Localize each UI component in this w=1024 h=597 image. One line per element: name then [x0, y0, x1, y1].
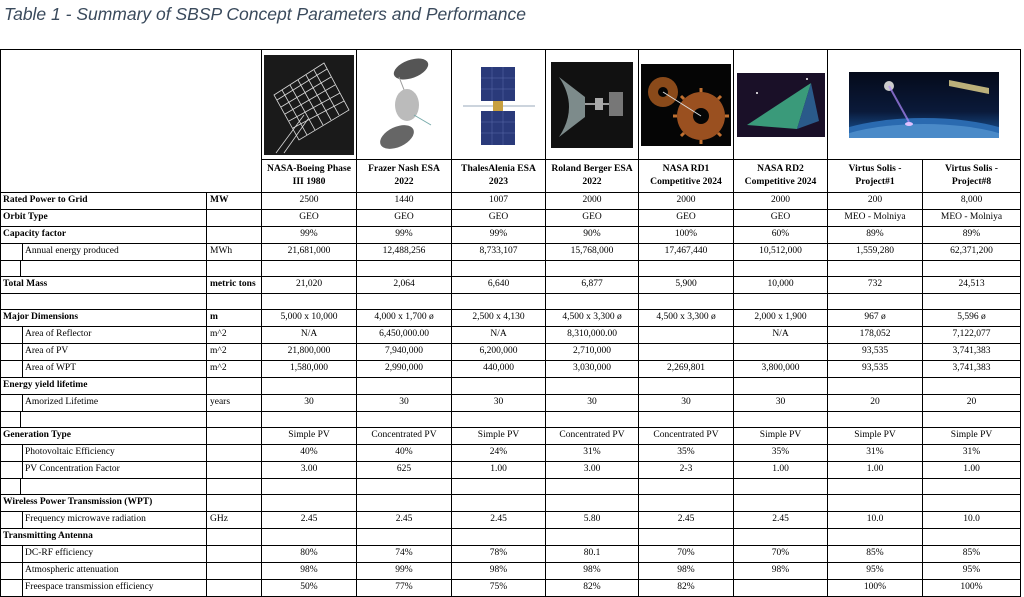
row-unit: [207, 445, 262, 462]
spacer-cell: [452, 261, 546, 277]
value-cell: 625: [357, 462, 452, 479]
value-cell: 100%: [639, 227, 734, 244]
value-cell: 2,269,801: [639, 361, 734, 378]
row-label: Amorized Lifetime: [1, 395, 207, 412]
spacer-cell: [546, 294, 639, 310]
value-cell: 98%: [452, 563, 546, 580]
value-cell: [452, 529, 546, 546]
value-cell: [734, 344, 828, 361]
value-cell: 85%: [828, 546, 923, 563]
image-cell-2: [357, 50, 452, 160]
value-cell: 2.45: [262, 512, 357, 529]
value-cell: 24%: [452, 445, 546, 462]
row-major-dimensions: [1, 310, 1021, 327]
row-unit: [207, 210, 262, 227]
value-cell: 75%: [452, 580, 546, 597]
spacer-cell: [207, 479, 262, 495]
spacer-cell: [1, 261, 207, 277]
value-cell: 93,535: [828, 361, 923, 378]
row-atmospheric-attenuation: [1, 563, 1021, 580]
value-cell: 200: [828, 193, 923, 210]
row-unit: [207, 495, 262, 512]
cassie-modular-spacecraft-image: [369, 55, 439, 155]
value-cell: 2.45: [357, 512, 452, 529]
value-cell: 3,800,000: [734, 361, 828, 378]
concept-header-4: Roland Berger ESA 2022: [546, 160, 639, 193]
value-cell: 3.00: [546, 462, 639, 479]
value-cell: 80.1: [546, 546, 639, 563]
value-cell: 2.45: [452, 512, 546, 529]
concept-header-3: ThalesAlenia ESA 2023: [452, 160, 546, 193]
row-label: Atmospheric attenuation: [1, 563, 207, 580]
row-transmitting-antenna: [1, 529, 1021, 546]
row-unit: [207, 563, 262, 580]
value-cell: 732: [828, 277, 923, 294]
row-generation-type: [1, 428, 1021, 445]
value-cell: 82%: [639, 580, 734, 597]
spacer-cell: [923, 412, 1021, 428]
value-cell: 6,877: [546, 277, 639, 294]
value-cell: 89%: [923, 227, 1021, 244]
value-cell: 2,000 x 1,900: [734, 310, 828, 327]
spacer-cell: [546, 412, 639, 428]
table-title: Table 1 - Summary of SBSP Concept Parameters and Performance: [4, 4, 527, 24]
value-cell: 6,640: [452, 277, 546, 294]
row-unit: [207, 227, 262, 244]
value-cell: GEO: [734, 210, 828, 227]
value-cell: 440,000: [452, 361, 546, 378]
value-cell: 70%: [734, 546, 828, 563]
row-label: Annual energy produced: [1, 244, 207, 261]
row-label: Capacity factor: [1, 227, 207, 244]
value-cell: 20: [923, 395, 1021, 412]
value-cell: 8,000: [923, 193, 1021, 210]
value-cell: 21,681,000: [262, 244, 357, 261]
value-cell: [734, 495, 828, 512]
value-cell: [452, 495, 546, 512]
value-cell: 1.00: [452, 462, 546, 479]
row-unit: [207, 529, 262, 546]
value-cell: 98%: [262, 563, 357, 580]
value-cell: 95%: [923, 563, 1021, 580]
value-cell: 85%: [923, 546, 1021, 563]
value-cell: N/A: [734, 327, 828, 344]
row-freespace-transmission-efficiency: [1, 580, 1021, 597]
spacer-cell: [357, 412, 452, 428]
value-cell: 99%: [357, 227, 452, 244]
triangular-reflector-image: [737, 73, 825, 137]
value-cell: 10,512,000: [734, 244, 828, 261]
spacer-cell: [1, 294, 207, 310]
row-frequency-microwave-radiation: [1, 512, 1021, 529]
earth-orbit-beaming-image: [849, 72, 999, 138]
value-cell: MEO - Molniya: [828, 210, 923, 227]
spacer-cell: [639, 261, 734, 277]
value-cell: [734, 580, 828, 597]
image-cell-1: [262, 50, 357, 160]
value-cell: 21,800,000: [262, 344, 357, 361]
value-cell: [639, 495, 734, 512]
value-cell: 31%: [546, 445, 639, 462]
spacer-cell: [262, 412, 357, 428]
row-photovoltaic-efficiency: [1, 445, 1021, 462]
row-energy-yield-lifetime: [1, 378, 1021, 395]
value-cell: N/A: [452, 327, 546, 344]
value-cell: [262, 495, 357, 512]
row-unit: m^2: [207, 344, 262, 361]
concept-header-8: Virtus Solis - Project#8: [923, 160, 1021, 193]
value-cell: [452, 378, 546, 395]
value-cell: 178,052: [828, 327, 923, 344]
value-cell: [734, 378, 828, 395]
row-pv-concentration-factor: [1, 462, 1021, 479]
row-label: Area of PV: [1, 344, 207, 361]
spacer-cell: [357, 261, 452, 277]
value-cell: 24,513: [923, 277, 1021, 294]
row-capacity-factor: [1, 227, 1021, 244]
value-cell: 4,500 x 3,300 ø: [546, 310, 639, 327]
spacer-cell: [734, 261, 828, 277]
value-cell: [546, 495, 639, 512]
value-cell: [923, 378, 1021, 395]
value-cell: Simple PV: [452, 428, 546, 445]
value-cell: 4,500 x 3,300 ø: [639, 310, 734, 327]
row-unit: m: [207, 310, 262, 327]
spacer-cell: [546, 479, 639, 495]
value-cell: 70%: [639, 546, 734, 563]
value-cell: 15,768,000: [546, 244, 639, 261]
value-cell: 2,710,000: [546, 344, 639, 361]
value-cell: 78%: [452, 546, 546, 563]
concept-header-1: NASA-Boeing Phase III 1980: [262, 160, 357, 193]
value-cell: 30: [262, 395, 357, 412]
value-cell: 98%: [639, 563, 734, 580]
value-cell: Simple PV: [734, 428, 828, 445]
spacer-cell: [734, 479, 828, 495]
spacer-cell: [1, 412, 207, 428]
row-dc-rf-efficiency: [1, 546, 1021, 563]
value-cell: 30: [639, 395, 734, 412]
value-cell: 35%: [639, 445, 734, 462]
spacer-cell: [923, 261, 1021, 277]
row-unit: m^2: [207, 361, 262, 378]
row-label: Photovoltaic Efficiency: [1, 445, 207, 462]
row-label: Frequency microwave radiation: [1, 512, 207, 529]
value-cell: [546, 529, 639, 546]
row-annual-energy-produced: [1, 244, 1021, 261]
value-cell: 967 ø: [828, 310, 923, 327]
value-cell: 95%: [828, 563, 923, 580]
value-cell: 2,500 x 4,130: [452, 310, 546, 327]
value-cell: 31%: [828, 445, 923, 462]
value-cell: 2.45: [639, 512, 734, 529]
value-cell: 1.00: [828, 462, 923, 479]
value-cell: [262, 529, 357, 546]
value-cell: GEO: [546, 210, 639, 227]
value-cell: Simple PV: [262, 428, 357, 445]
value-cell: 30: [546, 395, 639, 412]
row-unit: GHz: [207, 512, 262, 529]
image-row: [1, 50, 1021, 160]
value-cell: 35%: [734, 445, 828, 462]
value-cell: [546, 378, 639, 395]
value-cell: 12,488,256: [357, 244, 452, 261]
value-cell: [639, 378, 734, 395]
value-cell: 4,000 x 1,700 ø: [357, 310, 452, 327]
value-cell: 98%: [546, 563, 639, 580]
row-unit: MW: [207, 193, 262, 210]
value-cell: 2500: [262, 193, 357, 210]
value-cell: [734, 529, 828, 546]
value-cell: 10.0: [923, 512, 1021, 529]
value-cell: 30: [452, 395, 546, 412]
header-corner-cell: [1, 50, 262, 193]
value-cell: 2000: [546, 193, 639, 210]
value-cell: 31%: [923, 445, 1021, 462]
value-cell: [923, 529, 1021, 546]
row-unit: [207, 462, 262, 479]
spacer-cell: [639, 412, 734, 428]
value-cell: [357, 529, 452, 546]
image-cell-4: [546, 50, 639, 160]
value-cell: 30: [734, 395, 828, 412]
row-label: DC-RF efficiency: [1, 546, 207, 563]
value-cell: 21,020: [262, 277, 357, 294]
value-cell: Concentrated PV: [546, 428, 639, 445]
spacer-cell: [452, 479, 546, 495]
value-cell: 89%: [828, 227, 923, 244]
value-cell: 62,371,200: [923, 244, 1021, 261]
spacer-cell: [923, 294, 1021, 310]
value-cell: [639, 344, 734, 361]
concept-header-6: NASA RD2 Competitive 2024: [734, 160, 828, 193]
row-amorized-lifetime: [1, 395, 1021, 412]
value-cell: 6,450,000.00: [357, 327, 452, 344]
row-unit: years: [207, 395, 262, 412]
row-label: Major Dimensions: [1, 310, 207, 327]
value-cell: 82%: [546, 580, 639, 597]
value-cell: 99%: [452, 227, 546, 244]
spacer-cell: [262, 479, 357, 495]
row-label: PV Concentration Factor: [1, 462, 207, 479]
value-cell: 7,122,077: [923, 327, 1021, 344]
value-cell: 1440: [357, 193, 452, 210]
value-cell: Simple PV: [923, 428, 1021, 445]
value-cell: 2000: [639, 193, 734, 210]
value-cell: 2,990,000: [357, 361, 452, 378]
row-label: Area of Reflector: [1, 327, 207, 344]
value-cell: 60%: [734, 227, 828, 244]
row-unit: [207, 546, 262, 563]
gear-shaped-array-image: [641, 64, 731, 146]
spacer-cell: [207, 261, 262, 277]
row-unit: [207, 378, 262, 395]
spacer-cell: [734, 412, 828, 428]
spacer-cell: [546, 261, 639, 277]
spacer-cell: [207, 412, 262, 428]
value-cell: 40%: [262, 445, 357, 462]
value-cell: [639, 529, 734, 546]
row-unit: [207, 428, 262, 445]
concept-header-7: Virtus Solis - Project#1: [828, 160, 923, 193]
row-unit: metric tons: [207, 277, 262, 294]
value-cell: N/A: [262, 327, 357, 344]
value-cell: 74%: [357, 546, 452, 563]
row-label: Freespace transmission efficiency: [1, 580, 207, 597]
value-cell: 5,000 x 10,000: [262, 310, 357, 327]
value-cell: 10,000: [734, 277, 828, 294]
spacer-row: [1, 294, 1021, 310]
row-label: Rated Power to Grid: [1, 193, 207, 210]
spacer-cell: [828, 261, 923, 277]
spacer-row: [1, 412, 1021, 428]
value-cell: 90%: [546, 227, 639, 244]
lattice-solar-collector-image: [264, 55, 354, 155]
spacer-cell: [734, 294, 828, 310]
spacer-cell: [452, 412, 546, 428]
value-cell: 1,559,280: [828, 244, 923, 261]
image-cell-6: [734, 50, 828, 160]
spacer-cell: [357, 294, 452, 310]
value-cell: [357, 495, 452, 512]
value-cell: 93,535: [828, 344, 923, 361]
value-cell: GEO: [452, 210, 546, 227]
spacer-cell: [207, 294, 262, 310]
value-cell: 99%: [357, 563, 452, 580]
value-cell: 20: [828, 395, 923, 412]
value-cell: 2000: [734, 193, 828, 210]
value-cell: 80%: [262, 546, 357, 563]
value-cell: 99%: [262, 227, 357, 244]
value-cell: 1.00: [734, 462, 828, 479]
value-cell: Concentrated PV: [639, 428, 734, 445]
spacer-row: [1, 479, 1021, 495]
value-cell: [262, 378, 357, 395]
row-area-of-pv: [1, 344, 1021, 361]
row-label: Generation Type: [1, 428, 207, 445]
value-cell: 8,733,107: [452, 244, 546, 261]
value-cell: [828, 495, 923, 512]
value-cell: 2,064: [357, 277, 452, 294]
concept-header-5: NASA RD1 Competitive 2024: [639, 160, 734, 193]
spacer-cell: [828, 479, 923, 495]
row-unit: [207, 580, 262, 597]
value-cell: 3,741,383: [923, 344, 1021, 361]
value-cell: 5,596 ø: [923, 310, 1021, 327]
row-area-of-wpt: [1, 361, 1021, 378]
value-cell: 30: [357, 395, 452, 412]
image-cell-7: [828, 50, 1021, 160]
value-cell: GEO: [262, 210, 357, 227]
value-cell: [828, 378, 923, 395]
value-cell: 1007: [452, 193, 546, 210]
value-cell: 3,741,383: [923, 361, 1021, 378]
row-label: Orbit Type: [1, 210, 207, 227]
value-cell: 1,580,000: [262, 361, 357, 378]
row-unit: m^2: [207, 327, 262, 344]
value-cell: Simple PV: [828, 428, 923, 445]
value-cell: 100%: [828, 580, 923, 597]
row-label: Area of WPT: [1, 361, 207, 378]
row-area-of-reflector: [1, 327, 1021, 344]
value-cell: 5,900: [639, 277, 734, 294]
value-cell: GEO: [639, 210, 734, 227]
value-cell: [923, 495, 1021, 512]
value-cell: [357, 378, 452, 395]
row-rated-power-to-grid: [1, 193, 1021, 210]
value-cell: 50%: [262, 580, 357, 597]
row-total-mass: [1, 277, 1021, 294]
value-cell: 3,030,000: [546, 361, 639, 378]
value-cell: 100%: [923, 580, 1021, 597]
value-cell: 2-3: [639, 462, 734, 479]
spacer-cell: [828, 294, 923, 310]
value-cell: MEO - Molniya: [923, 210, 1021, 227]
value-cell: 1.00: [923, 462, 1021, 479]
spacer-cell: [452, 294, 546, 310]
row-label: Transmitting Antenna: [1, 529, 207, 546]
value-cell: 77%: [357, 580, 452, 597]
row-label: Total Mass: [1, 277, 207, 294]
value-cell: 7,940,000: [357, 344, 452, 361]
value-cell: GEO: [357, 210, 452, 227]
spacer-cell: [828, 412, 923, 428]
spacer-cell: [923, 479, 1021, 495]
spacer-cell: [357, 479, 452, 495]
value-cell: 8,310,000.00: [546, 327, 639, 344]
spacer-cell: [262, 294, 357, 310]
value-cell: [639, 327, 734, 344]
value-cell: 5.80: [546, 512, 639, 529]
parameters-table: [0, 49, 1021, 597]
spacer-cell: [262, 261, 357, 277]
twin-solar-panel-satellite-image: [459, 55, 539, 155]
row-label: Wireless Power Transmission (WPT): [1, 495, 207, 512]
row-unit: MWh: [207, 244, 262, 261]
value-cell: 98%: [734, 563, 828, 580]
value-cell: 6,200,000: [452, 344, 546, 361]
spacer-cell: [1, 479, 207, 495]
reflector-satellite-image: [551, 62, 633, 148]
value-cell: 3.00: [262, 462, 357, 479]
value-cell: 10.0: [828, 512, 923, 529]
image-cell-3: [452, 50, 546, 160]
value-cell: 2.45: [734, 512, 828, 529]
spacer-cell: [639, 294, 734, 310]
value-cell: Concentrated PV: [357, 428, 452, 445]
row-wireless-power-transmission-wpt: [1, 495, 1021, 512]
concept-header-2: Frazer Nash ESA 2022: [357, 160, 452, 193]
image-cell-5: [639, 50, 734, 160]
value-cell: 40%: [357, 445, 452, 462]
row-label: Energy yield lifetime: [1, 378, 207, 395]
value-cell: [828, 529, 923, 546]
value-cell: 17,467,440: [639, 244, 734, 261]
row-orbit-type: [1, 210, 1021, 227]
spacer-cell: [639, 479, 734, 495]
spacer-row: [1, 261, 1021, 277]
